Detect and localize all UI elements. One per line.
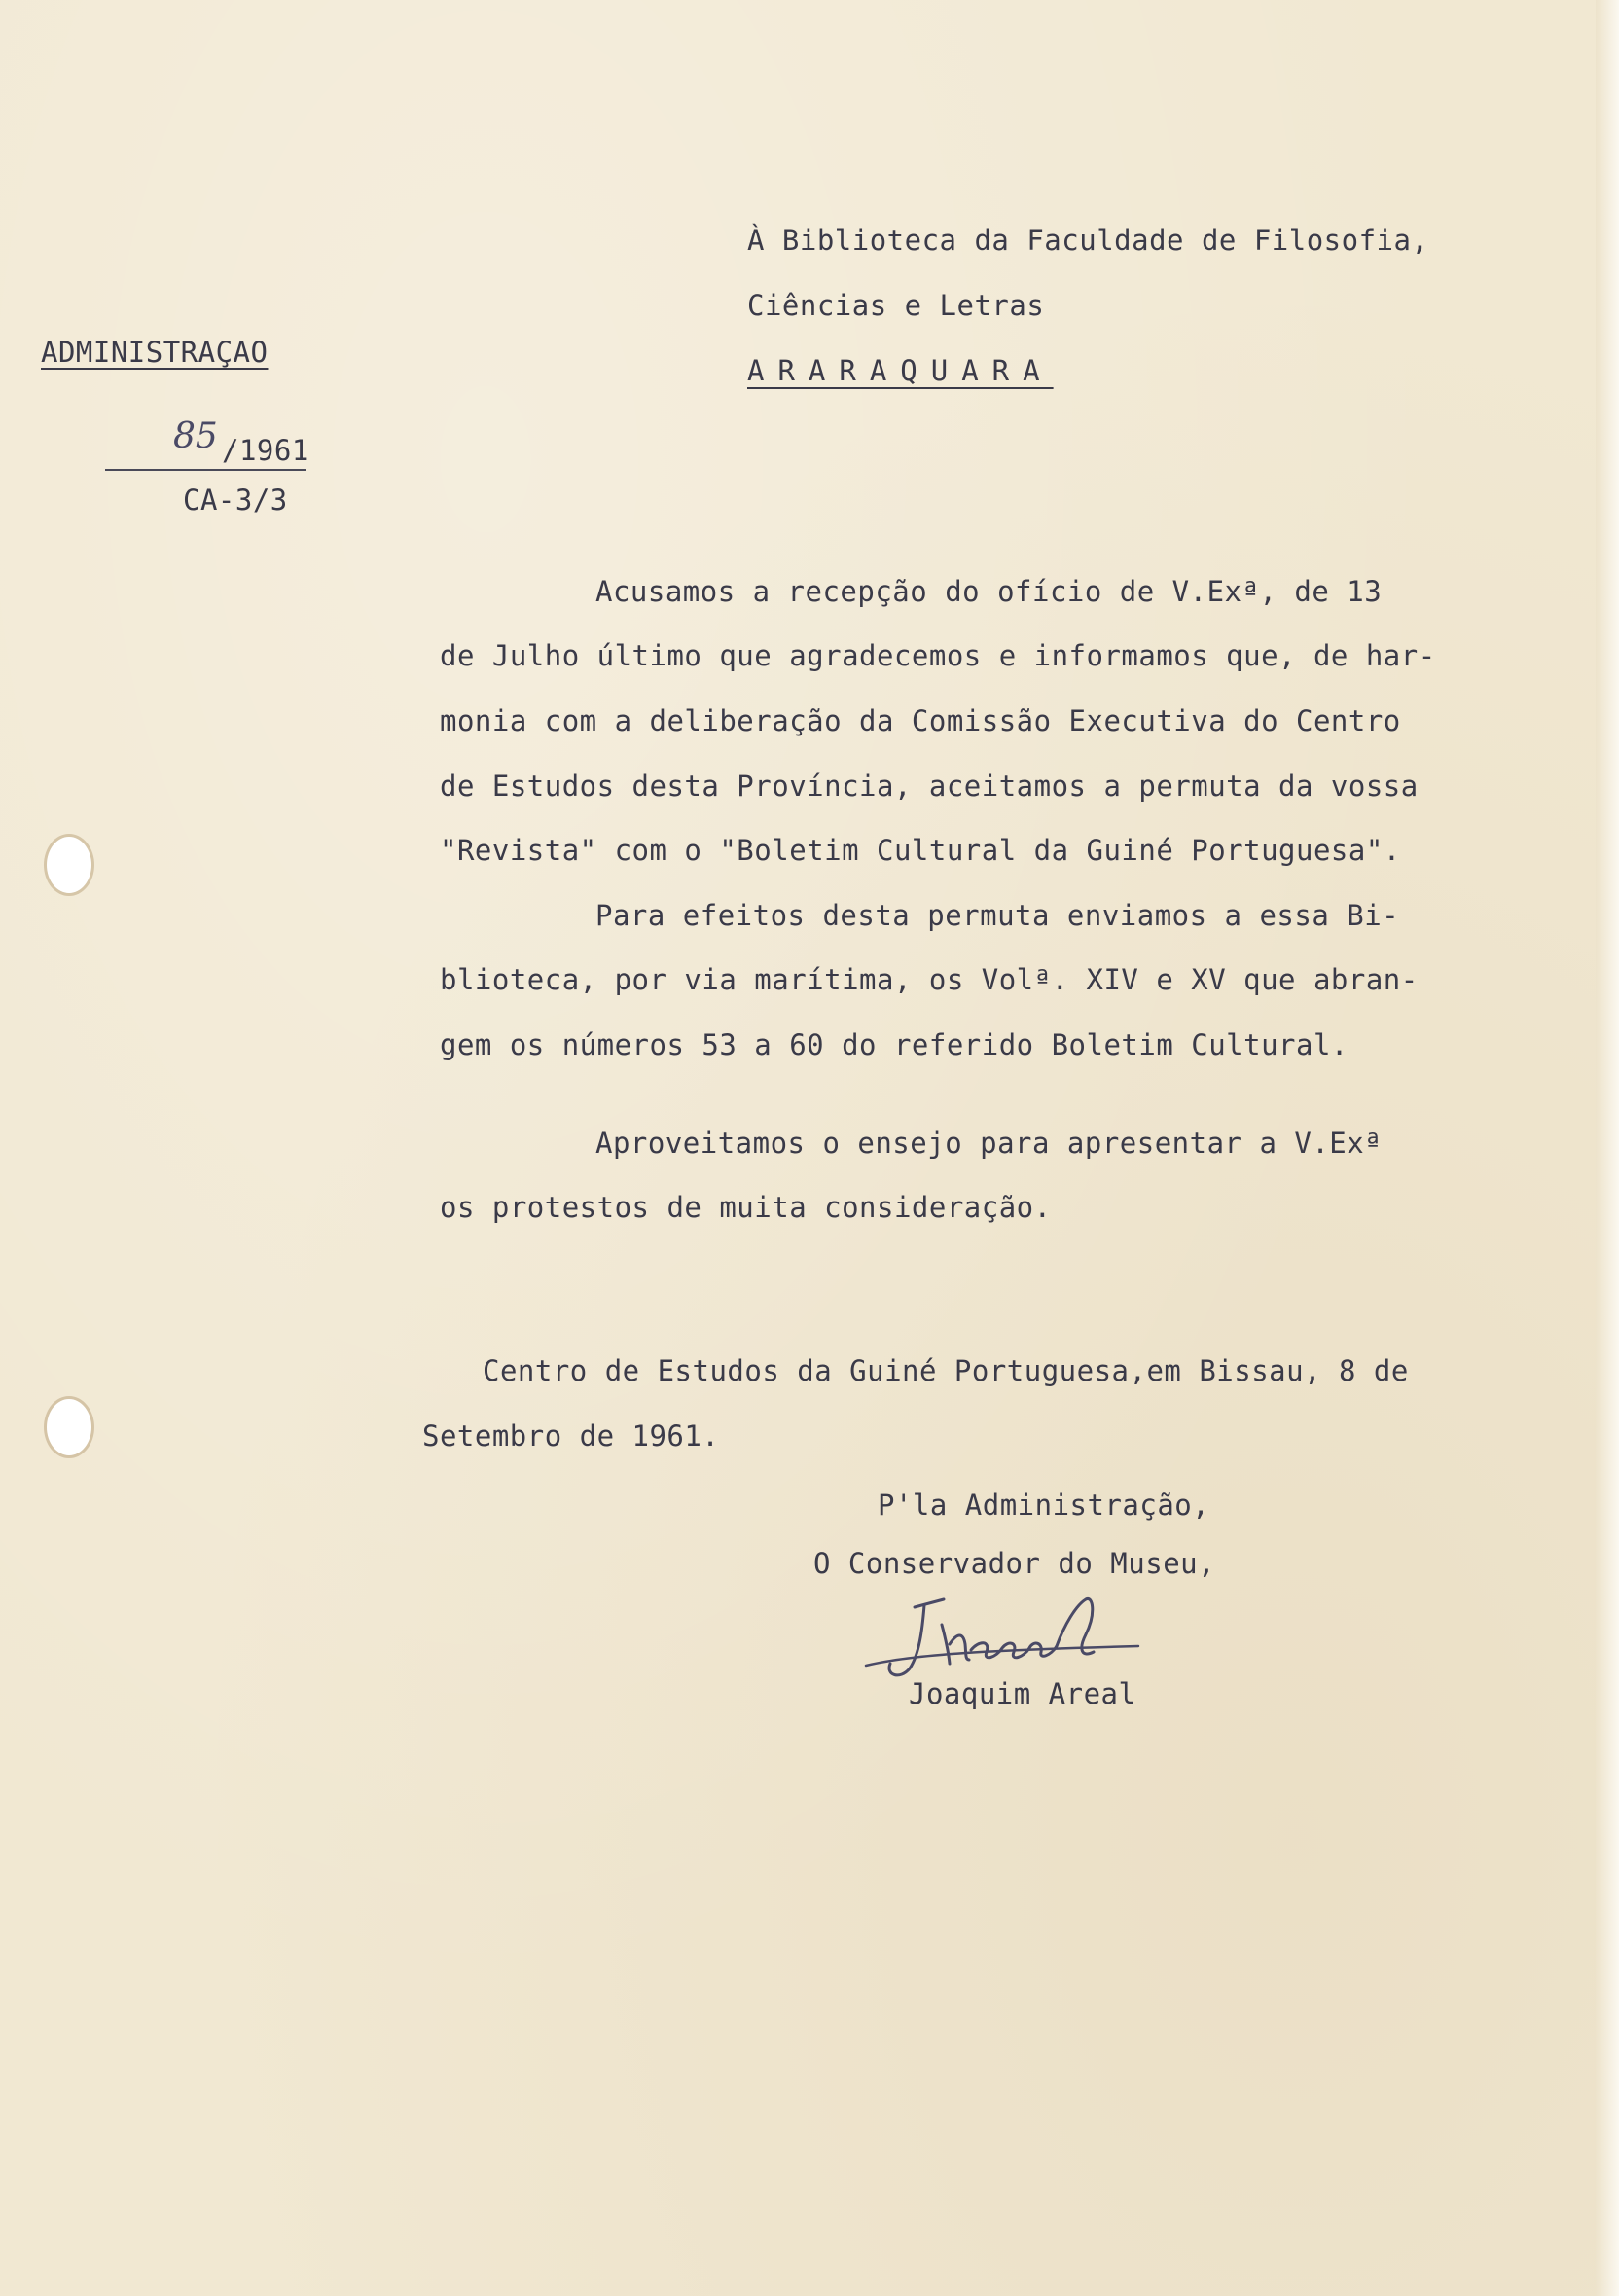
recipient-city: ARARAQUARA <box>747 354 1054 387</box>
body-p2-line-3: gem os números 53 a 60 do referido Boletim Cultural. <box>440 1028 1349 1061</box>
closing-by: P'la Administração, <box>878 1489 1210 1522</box>
body-p3-line-2: os protestos de muita consideração. <box>440 1191 1052 1224</box>
body-p1-line-3: monia com a deliberação da Comissão Executiva do Centro <box>440 704 1401 737</box>
signature-name: Joaquim Areal <box>909 1677 1136 1710</box>
place-date-line-1: Centro de Estudos da Guiné Portuguesa,em Bissau, 8 de <box>483 1354 1409 1387</box>
body-p1-line-2: de Julho último que agradecemos e informamos que, de har- <box>440 639 1436 672</box>
paper-edge <box>1596 0 1619 2296</box>
body-p3-line-1: Aproveitamos o ensejo para apresentar a V.Exª <box>595 1127 1383 1160</box>
closing-title: O Conservador do Museu, <box>813 1547 1216 1580</box>
place-date-line-2: Setembro de 1961. <box>422 1419 720 1453</box>
punch-hole-bottom <box>47 1399 91 1455</box>
body-p2-line-1: Para efeitos desta permuta enviamos a essa Bi- <box>595 899 1400 932</box>
reference-year: /1961 <box>222 434 309 467</box>
department-label: ADMINISTRAÇAO <box>41 336 269 369</box>
reference-code: CA-3/3 <box>183 484 288 517</box>
reference-underline <box>105 469 306 471</box>
recipient-line-2: Ciências e Letras <box>747 289 1045 322</box>
reference-number-handwritten: 85 <box>173 416 218 456</box>
recipient-line-1: À Biblioteca da Faculdade de Filosofia, <box>747 224 1429 257</box>
body-p1-line-4: de Estudos desta Província, aceitamos a permuta da vossa <box>440 770 1419 803</box>
body-p2-line-2: blioteca, por via marítima, os Volª. XIV e XV que abran- <box>440 963 1419 996</box>
punch-hole-top <box>47 837 91 893</box>
body-p1-line-5: "Revista" com o "Boletim Cultural da Guiné Portuguesa". <box>440 834 1401 867</box>
body-p1-line-1: Acusamos a recepção do ofício de V.Exª, de 13 <box>595 575 1383 608</box>
